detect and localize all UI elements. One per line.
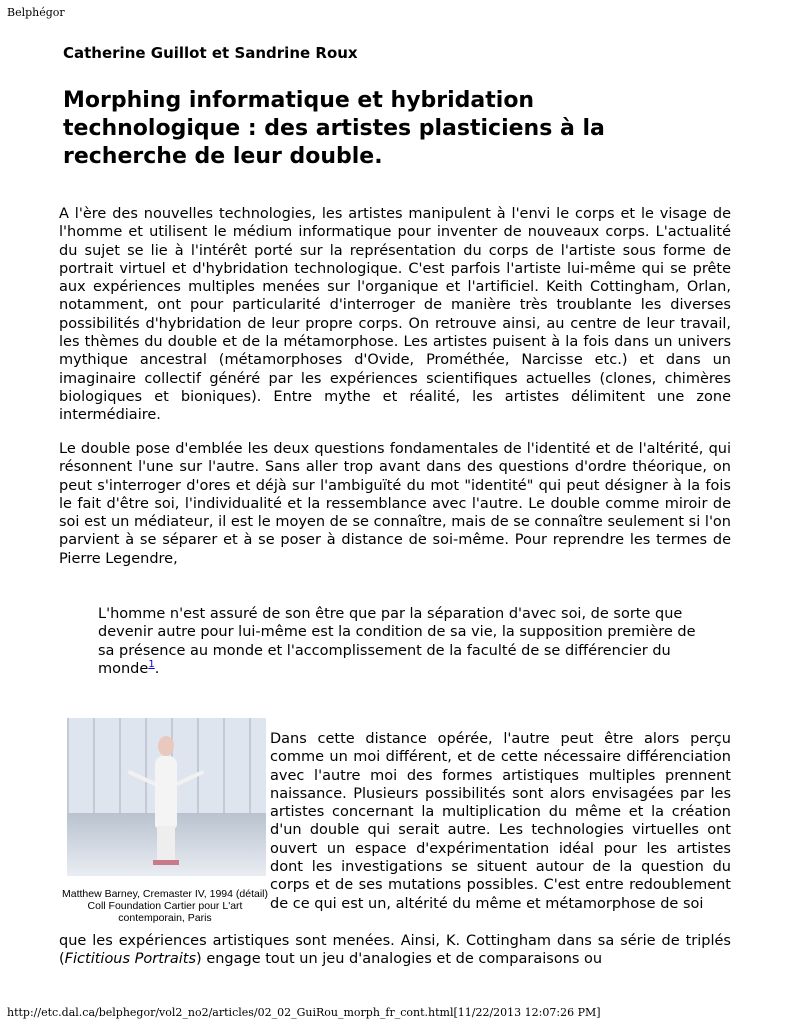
paragraph-intro: A l'ère des nouvelles technologies, les artistes manipulent à l'envi le corps et le visage de l'homme et utilisent le médium informatique pour inventer de nouveaux corps. L'actualité du sujet se lie à l'intérêt porté sur la représentation du corps de l'artiste sous forme de portrait virtuel et d'hybridation technologique. C'est parfois l'artiste lui-même qui se prête aux expériences multiples menées sur l'organique et l'artificiel. Keith Cottingham, Orlan, notamment, ont pour particularité d'interroger de manière très troublante les diverses possibilités d'hybridation de leur propre corps. On retrouve ainsi, au centre de leur travail, les thèmes du double et de la métamorphose. Les artistes puisent à la fois dans un univers mythique ancestral (métamorphoses d'Ovide, Prométhée, Narcisse etc.) et dans un imaginaire collectif généré par les expériences scientifiques actuelles (clones, chimères biologiques et bioniques). Entre mythe et réalité, les artistes délimitent une zone intermédiaire.	[59, 206, 731, 424]
paragraph-continued-text-b: ) engage tout un jeu d'analogies et de comparaisons ou	[196, 951, 603, 968]
photo-cremaster-iv	[67, 718, 266, 876]
site-name-header: Belphégor	[7, 6, 65, 19]
paragraph-continued-text-a: que les expériences artistiques sont menées. Ainsi, K. Cottingham dans sa série de triplés (	[59, 933, 731, 968]
italic-title-fictitious-portraits: Fictitious Portraits	[64, 951, 197, 968]
figure-caption: Matthew Barney, Cremaster IV, 1994 (détail) Coll Foundation Cartier pour L'art contemporain, Paris	[61, 888, 268, 924]
block-quote-legendre	[98, 605, 698, 678]
quote-text: L'homme n'est assuré de son être que par la séparation d'avec soi, de sorte que devenir autre pour lui-même est la condition de sa vie, la supposition première de sa présence au monde et l'accomplissement de la faculté de se différencier du monde	[98, 606, 696, 677]
quote-end: .	[154, 660, 160, 677]
article-title: Morphing informatique et hybridation technologique : des artistes plasticiens à la recherche de leur double.	[63, 88, 605, 169]
paragraph-double: Le double pose d'emblée les deux questions fondamentales de l'identité et de l'altérité, qui résonnent l'une sur l'autre. Sans aller trop avant dans des questions d'ordre théorique, on peut s'interroger d'ores et déjà sur l'ambiguïté du mot "identité" qui peut désigner à la fois le fait d'être soi, l'individualité et la ressemblance avec l'autre. Le double comme miroir de soi est un médiateur, il est le moyen de se connaître, mais de se connaître seulement si l'on parvient à se séparer et à se poser à distance de soi-même. Pour reprendre les termes de Pierre Legendre,	[59, 441, 731, 567]
paragraph-distance-side: Dans cette distance opérée, l'autre peut être alors perçu comme un moi différent, et de cette nécessaire différenciation avec l'autre moi des formes artistiques multiples prennent naissance. Plusieurs possibilités sont alors envisagées par les artistes concernant la multiplication du même et la création d'un double qui serait autre. Les technologies virtuelles ont ouvert un espace d'expérimentation idéal pour les artistes dont les investigations se situent autour de la question du corps et de ses mutations possibles. C'est entre redoublement de ce qui est un, altérité du même et métamorphose de soi	[270, 731, 731, 912]
paragraph-distance-continued	[59, 932, 731, 969]
figure-barney	[60, 718, 270, 924]
article-authors: Catherine Guillot et Sandrine Roux	[63, 44, 358, 62]
footer-url: http://etc.dal.ca/belphegor/vol2_no2/articles/02_02_GuiRou_morph_fr_cont.html[11/22/2013 12:07:26 PM]	[7, 1006, 601, 1019]
footnote-link-1[interactable]: 1	[148, 659, 155, 671]
